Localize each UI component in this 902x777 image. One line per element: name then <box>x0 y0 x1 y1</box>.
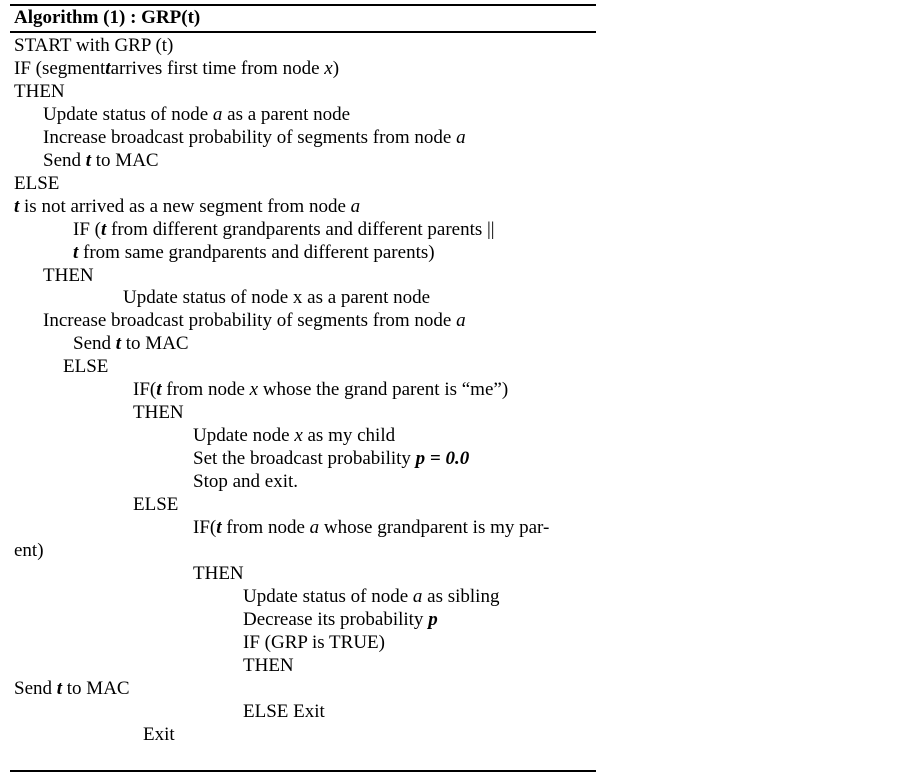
algorithm-line <box>243 655 294 677</box>
line-segment: p <box>428 608 438 630</box>
algorithm-line <box>73 219 495 241</box>
line-segment: as my child <box>302 425 396 447</box>
line-segment: from same grandparents and different parents) <box>78 241 435 263</box>
line-segment: a <box>412 585 423 607</box>
line-segment: as a parent node <box>222 103 351 125</box>
line-segment: Send <box>73 333 116 355</box>
line-segment: ) <box>332 58 340 79</box>
line-segment: THEN <box>193 562 244 584</box>
line-segment: p = 0.0 <box>415 448 470 470</box>
algorithm-line <box>14 678 130 700</box>
algorithm-line <box>133 494 178 516</box>
algorithm-line <box>43 310 466 332</box>
algorithm-title: Algorithm (1) : GRP(t) <box>14 7 201 28</box>
algorithm-line <box>43 150 159 172</box>
algorithm-line <box>193 425 395 447</box>
bottom-rule <box>10 770 596 772</box>
algorithm-line <box>14 35 173 57</box>
line-segment: t <box>73 241 79 263</box>
line-segment: from node <box>161 379 250 401</box>
algorithm-line <box>73 242 435 264</box>
line-segment: Send <box>14 677 57 699</box>
line-segment: from different grandparents and different parents || <box>106 218 495 240</box>
algorithm-line <box>14 196 360 218</box>
line-segment: whose grandparent is my par- <box>319 517 550 538</box>
line-segment: IF( <box>193 517 217 538</box>
algorithm-line <box>243 701 325 723</box>
line-segment: whose the grand parent is “me”) <box>258 379 509 401</box>
line-segment: as sibling <box>422 585 500 607</box>
line-segment: x <box>294 425 303 447</box>
line-segment: Set the broadcast probability <box>193 448 416 470</box>
line-segment: t <box>14 195 20 217</box>
algorithm-line <box>63 356 108 378</box>
line-segment: t <box>156 379 162 401</box>
line-segment: IF (segment <box>14 58 106 79</box>
top-rule <box>10 4 596 6</box>
algorithm-line <box>14 81 65 103</box>
algorithm-line <box>133 379 508 401</box>
algorithm-line <box>133 402 184 424</box>
line-segment: IF( <box>133 379 157 401</box>
line-segment: ELSE <box>14 172 60 194</box>
algorithm-line <box>243 586 499 608</box>
line-segment: a <box>212 103 223 125</box>
line-segment: Increase broadcast probability of segments from node <box>43 126 457 148</box>
line-segment: START with GRP (t) <box>14 35 174 56</box>
line-segment: Update node <box>193 425 295 447</box>
algorithm-line <box>14 540 44 562</box>
line-segment: Update status of node x as a parent node <box>123 287 431 309</box>
algorithm-line <box>143 724 175 746</box>
line-segment: arrives first time from node <box>110 58 325 79</box>
line-segment: from node <box>221 517 310 538</box>
line-segment: t <box>85 149 92 171</box>
line-segment: Send <box>43 149 86 171</box>
line-segment: a <box>309 517 320 538</box>
line-segment: Stop and exit. <box>193 471 299 493</box>
algorithm-line <box>193 471 298 493</box>
line-segment: to MAC <box>62 677 130 699</box>
line-segment: Decrease its probability <box>243 608 429 630</box>
line-segment: t <box>105 58 111 79</box>
line-segment: ent) <box>14 539 44 561</box>
line-segment: x <box>249 379 259 401</box>
line-segment: a <box>456 310 466 332</box>
line-segment: ELSE <box>133 494 179 515</box>
algorithm-line <box>43 265 94 287</box>
line-segment: IF ( <box>73 218 101 240</box>
line-segment: ELSE <box>63 356 109 378</box>
algorithm-line <box>14 173 59 195</box>
line-segment: Exit <box>143 723 175 745</box>
line-segment: THEN <box>43 264 94 286</box>
line-segment: THEN <box>14 80 65 102</box>
algorithm-line <box>73 333 189 355</box>
line-segment: Increase broadcast probability of segments from node <box>43 310 457 332</box>
line-segment: is not arrived as a new segment from node <box>19 195 351 217</box>
line-segment: IF (GRP is TRUE) <box>243 631 385 653</box>
line-segment: THEN <box>243 654 294 676</box>
line-segment: Update status of node <box>243 585 413 607</box>
line-segment: a <box>350 195 361 217</box>
algorithm-line <box>193 563 244 585</box>
algorithm-line <box>243 609 438 631</box>
algorithm-line <box>243 632 385 654</box>
algorithm-line <box>43 127 466 149</box>
algorithm-line <box>193 448 469 470</box>
line-segment: t <box>115 333 122 355</box>
algorithm-line <box>14 58 339 80</box>
line-segment: to MAC <box>121 333 189 355</box>
line-segment: t <box>100 218 107 240</box>
header-rule <box>10 31 596 33</box>
line-segment: THEN <box>133 402 184 424</box>
line-segment: to MAC <box>91 149 159 171</box>
line-segment: Update status of node <box>43 103 213 125</box>
algorithm-line <box>43 104 350 126</box>
line-segment: t <box>216 517 222 538</box>
algorithm-line <box>123 287 430 309</box>
line-segment: a <box>456 126 466 148</box>
line-segment: ELSE Exit <box>243 700 325 722</box>
line-segment: t <box>56 677 63 699</box>
algorithm-line <box>193 517 549 539</box>
line-segment: x <box>324 58 333 79</box>
